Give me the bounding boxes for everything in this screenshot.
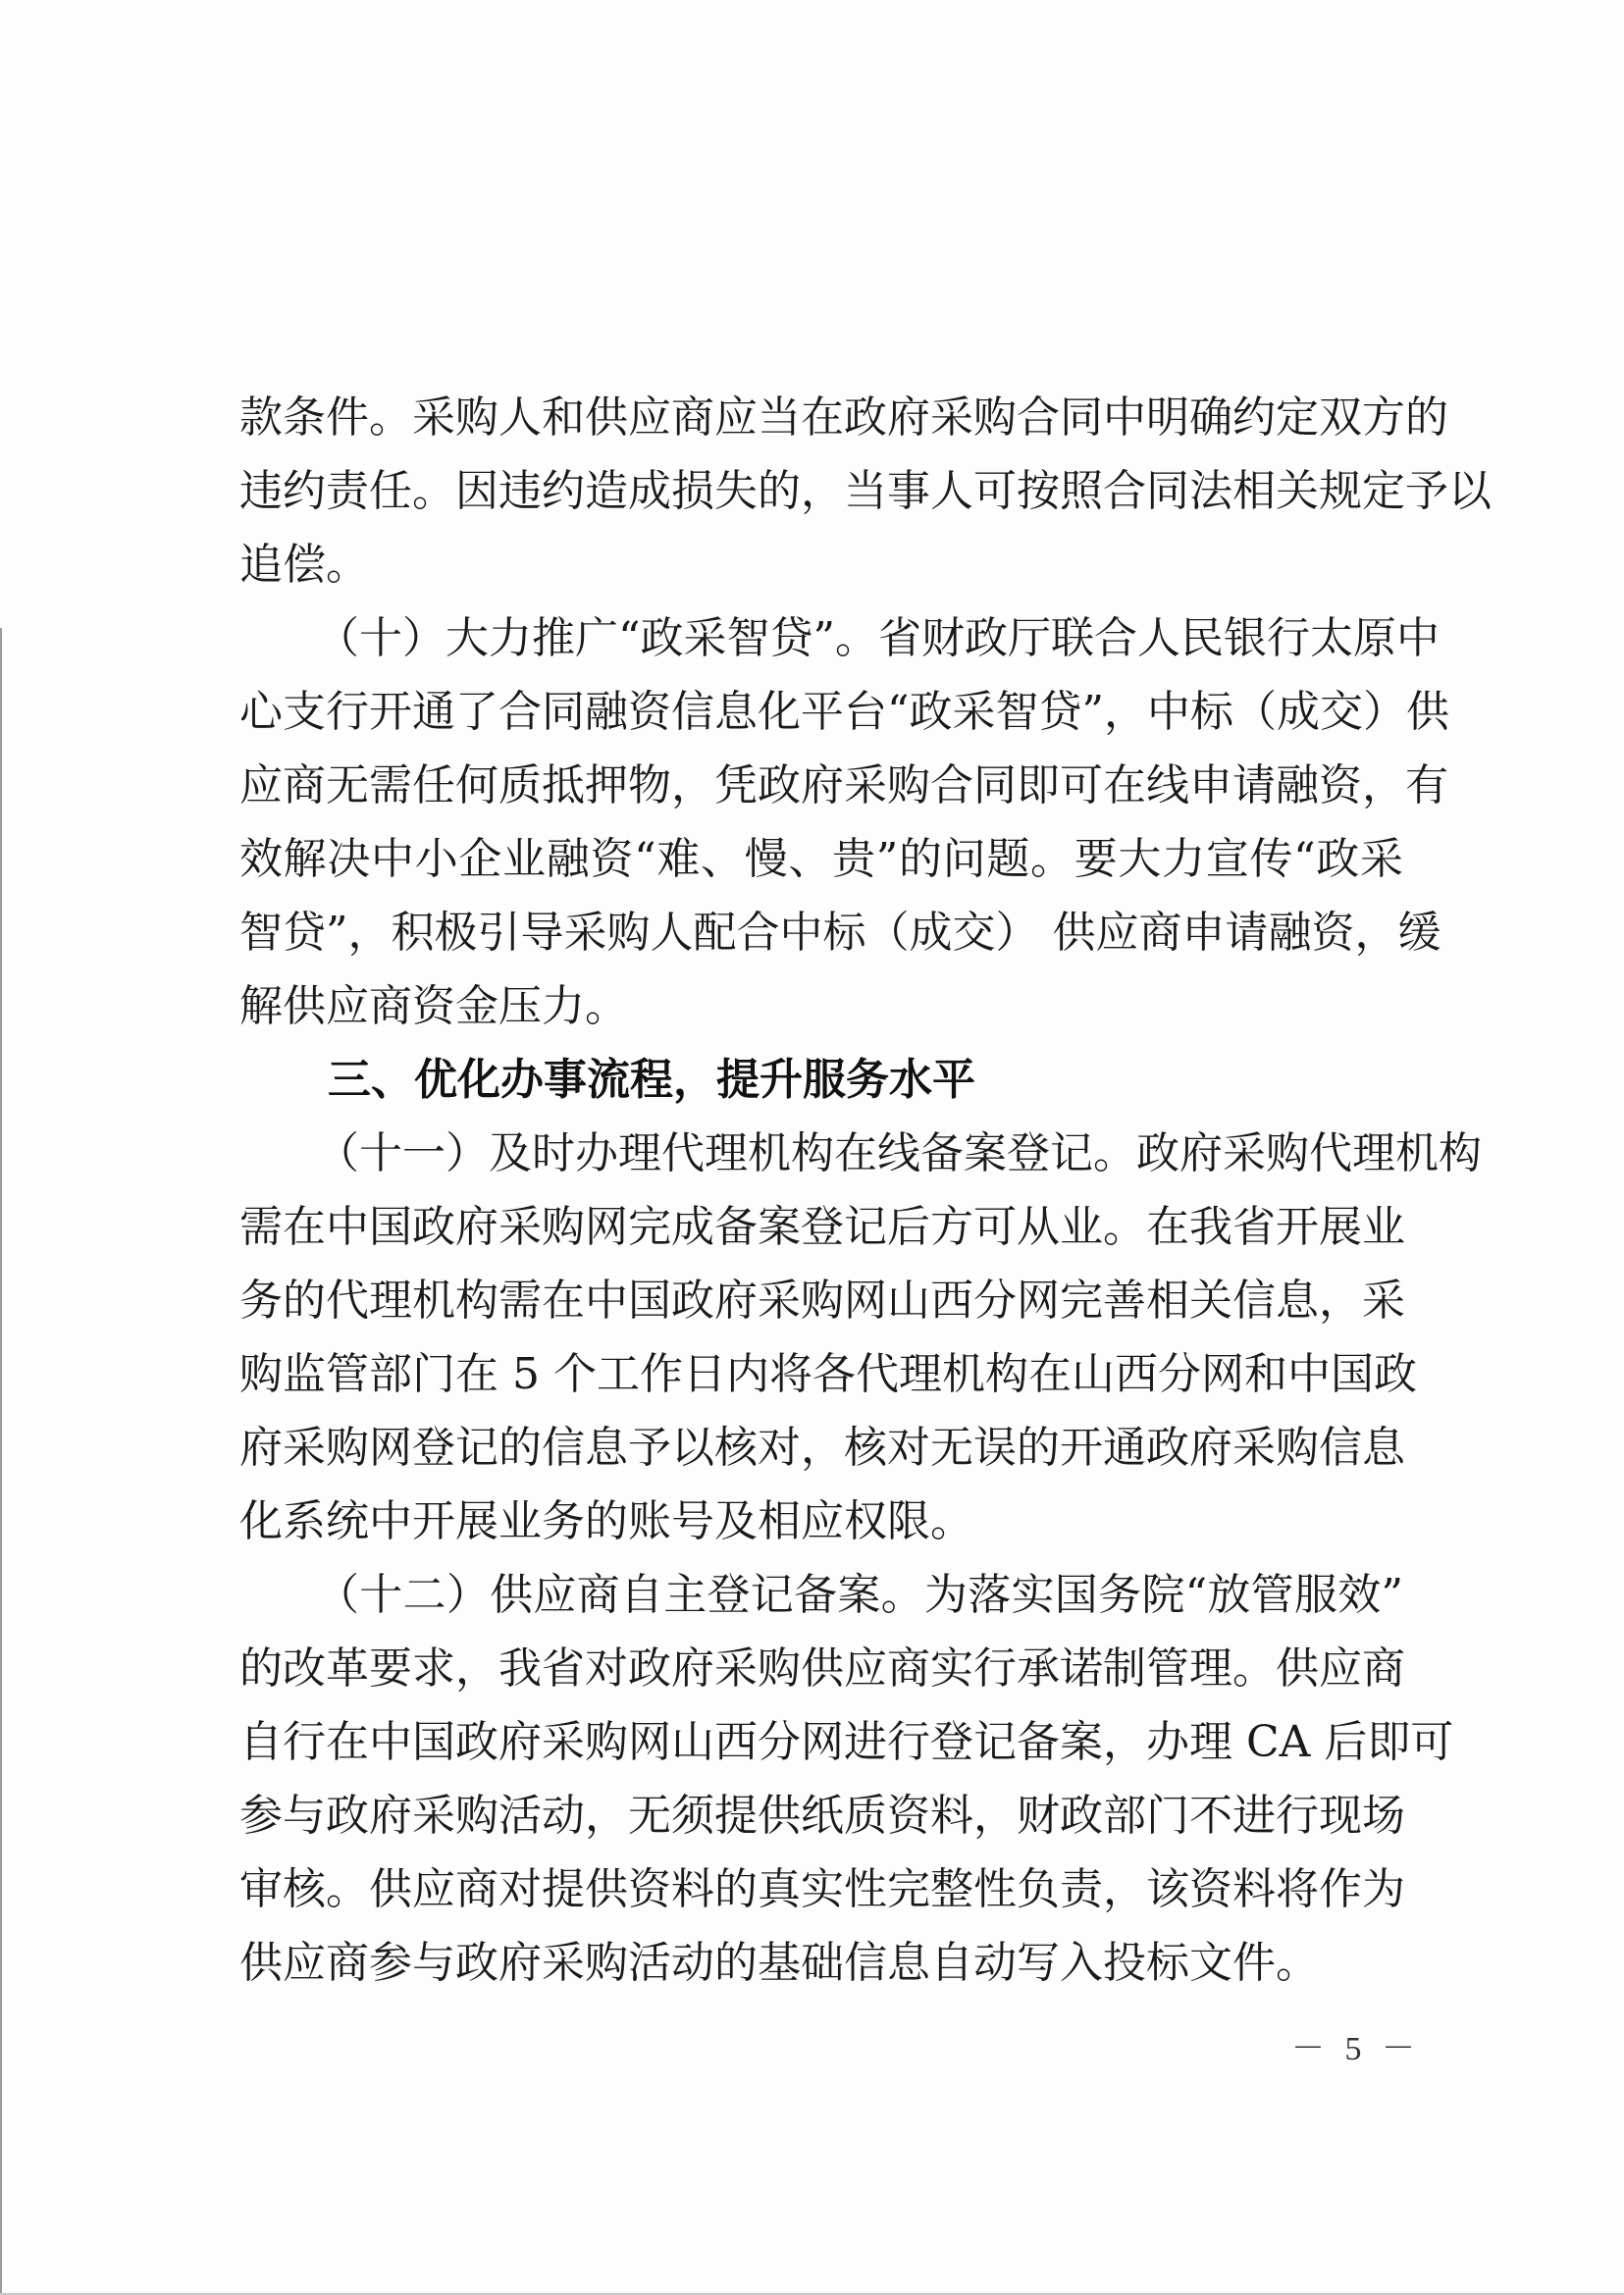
paragraph-continuation xyxy=(239,381,1492,601)
text-line: 供应商参与政府采购活动的基础信息自动写入投标文件。 xyxy=(239,1938,1319,1988)
text-line: 购监管部门在 5 个工作日内将各代理机构在山西分网和中国政 xyxy=(239,1349,1417,1399)
text-line: 务的代理机构需在中国政府采购网山西分网完善相关信息，采 xyxy=(239,1276,1405,1326)
text-line: 效解决中小企业融资“难、慢、贵”的问题。要大力宣传“政采 xyxy=(239,834,1403,884)
text-line: 应商无需任何质抵押物，凭政府采购合同即可在线申请融资，有 xyxy=(239,760,1448,810)
paragraph-item-10 xyxy=(239,601,1449,1043)
text-line: （十）大力推广“政采智贷”。省财政厅联合人民银行太原中 xyxy=(316,613,1440,663)
paragraph-item-11 xyxy=(239,1117,1482,1558)
text-line: （十一）及时办理代理机构在线备案登记。政府采购代理机构 xyxy=(316,1128,1482,1178)
text-line: 的改革要求，我省对政府采购供应商实行承诺制管理。供应商 xyxy=(239,1643,1405,1694)
text-line: 智贷”，积极引导采购人配合中标（成交） 供应商申请融资，缓 xyxy=(239,908,1441,958)
paragraph-item-12 xyxy=(239,1558,1454,2000)
text-line: 解供应商资金压力。 xyxy=(239,981,628,1031)
text-line: 自行在中国政府采购网山西分网进行登记备案，办理 CA 后即可 xyxy=(239,1717,1454,1767)
text-line: 款条件。采购人和供应商应当在政府采购合同中明确约定双方的 xyxy=(239,392,1448,443)
document-body xyxy=(239,381,1492,2000)
text-line: 审核。供应商对提供资料的真实性完整性负责，该资料将作为 xyxy=(239,1864,1405,1914)
text-line: 化系统中开展业务的账号及相应权限。 xyxy=(239,1496,973,1546)
text-line: 违约责任。因违约造成损失的，当事人可按照合同法相关规定予以 xyxy=(239,466,1492,516)
scan-edge-left xyxy=(0,628,2,2295)
section-heading: 三、优化办事流程，提升服务水平 xyxy=(328,1055,975,1105)
text-line: 参与政府采购活动，无须提供纸质资料，财政部门不进行现场 xyxy=(239,1791,1405,1841)
text-line: 追偿。 xyxy=(239,540,369,590)
page-number: － 5 － xyxy=(1291,2031,1421,2067)
text-line: 需在中国政府采购网完成备案登记后方可从业。在我省开展业 xyxy=(239,1202,1405,1252)
text-line: 府采购网登记的信息予以核对，核对无误的开通政府采购信息 xyxy=(239,1423,1405,1473)
text-line: 心支行开通了合同融资信息化平台“政采智贷”，中标（成交）供 xyxy=(239,687,1449,737)
text-line: （十二）供应商自主登记备案。为落实国务院“放管服效” xyxy=(316,1570,1403,1620)
